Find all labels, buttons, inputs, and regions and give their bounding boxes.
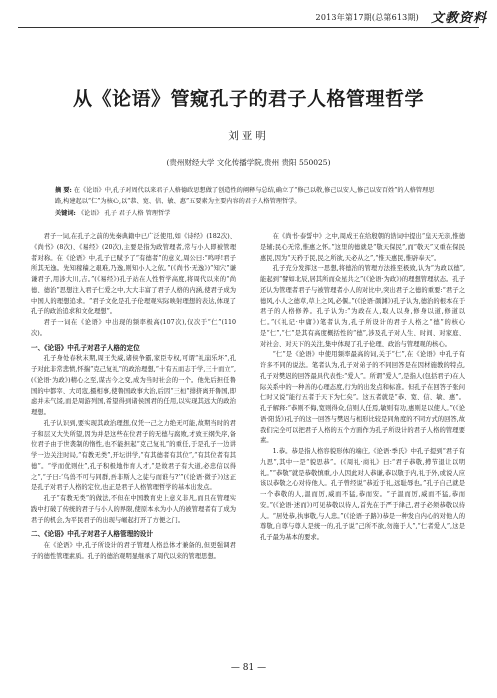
page-number: — 81 — — [230, 663, 267, 673]
body-paragraph: 孔子认识到,要实现其政治理想,仅凭一己之力绝无可能,故期当时的君子和层又大失所望,因为并是这些在位君子的无德与腐败,才致王纲失序,备位君子由于世袭制的惰性,也不能担起“克己复礼”的重任,于是孔子一边讲学一边关注时局,“有教无类”,开坛讲学,“有其德者有其位”,“有其位者有其德”。“学而优则仕”,孔子积极地作育人才,“是故君子有大道,必忠信以得之”,“子曰:‘鸟兽不可与同群,吾非斯人之徒与而谁与?’”(《论语·微子》)这正是孔子对君子人格的定位,也正是君子人格管理哲学的基本出发点。 — [31, 419, 236, 492]
abstract-label: 摘 要: — [55, 187, 72, 194]
author-affiliation: (贵州财经大学 文化传播学院,贵州 贵阳 550025) — [166, 158, 331, 167]
keywords — [55, 209, 437, 219]
keywords-label: 关键词: — [55, 210, 76, 217]
body-paragraph: 在《论语》中,孔子所设计的君子管理人格总体才兼备的,但更强调君子的德性管理素质。孔子的德治观明显继承了周代以来的管理思想。 — [31, 542, 236, 560]
article-title: 从《论语》管窥孔子的君子人格管理哲学 — [72, 88, 424, 110]
body-column-left — [31, 232, 236, 563]
section-heading: 二、《论语》中孔子对君子人格管理的设计 — [31, 530, 153, 539]
header-divider — [18, 27, 479, 28]
body-paragraph: 孔子“有教无类”的做法,不但在中国教育史上意义非凡,而且在管理实践中打破了传统的君子与小人的界限,使原本永为小人的被管理者有了成为君子的机会,为平民君子的出现与崛起打开了方便之门。 — [31, 495, 236, 524]
journal-issue-info: 2013年第17期(总第613期) — [315, 13, 419, 22]
body-paragraph: 君子一词在《论语》中出现的频率极高(107次),仅次于“仁”(110次)。 — [31, 319, 236, 337]
abstract — [55, 186, 437, 207]
article-author: 刘亚明 — [228, 130, 269, 142]
body-paragraph: “仁”是《论语》中使用频率最高的词,关于“仁”,在《论语》中孔子有许多不同的说法。笔者认为,孔子对弟子的不同回答是在因材施教的特点,孔子对樊迟的回答最具代表性:“爱人”。所谓“爱人”,是指人(包括君子)在人际关系中的一种善的心理态度,行为的出发点和标准。但孔子在回答子张问仁时又说“能行五者于天下为仁矣”。这五者就是“恭、宽、信、敏、惠”。孔子解释:“恭则不侮,宽则得众,信则人任焉,敏则有功,惠则足以使人。”(《论语·阳货》)孔子的这一回答与樊迟与相形比较是同角度的不同方式的回答,故我们完全可以把君子人格的五个方面作为孔子所设计的君子人格的管理要素。 — [260, 351, 465, 445]
body-paragraph: 孔子身处春秋末期,周王失威,诸侯争霸,家臣专权,可谓“礼崩乐坏”,孔子对此非常悲愤,怀揣“克己复礼”的政治理想,“十有五而志于学,三十而立”,(《论语·为政》)精心之至,谋古今之变,成为当时社会的一个。他先后担任鲁国的中都宰、大司寇,摄相事,使鲁国政事大治,后因“三桓”排挤离开鲁国,即虑并未气馁,而是周游列国,希望得到诸侯国君的任用,以实现其远大的政治理想。 — [31, 355, 236, 416]
body-paragraph: 君子一词,在孔子之前的先秦典籍中已广泛使用,如《诗经》(182次)、《尚书》(8次)、《易经》(20次),主要是指为政管理者,常与小人即被管理者对称。在《论语》中,孔子已赋予了“有德者”的意义,周公曰:“鸣呼!君子所其无逸。先知稼穑之艰难,乃逸,则知小人之依。”(《尚书·无逸》)“知穴”谦谦君子,用涉大川,吉。”(《易经》)孔子站在人性哲学高度,将周代以来的“尚德、德治”思想注入君子仁爱之中,大大丰富了君子人格的内涵,使君子成为中国人的理想追求。“君子文化是孔子伦理观实际映射理想的表达,体现了孔子的政治追求和文化理想”。 — [31, 233, 236, 316]
body-paragraph: 孔子充分发挥这一思想,将德治的管理方法推至极致,认为“为政以德”,能起到“譬如北辰,居其所而众星共之”(《论语·为政》)的理想管理状态。孔子还认为管理者君子与被管理者小人的对比中,突出君子之德的重要:“君子之德风,小人之德草,草上之风,必偃。”(《论语·颜渊》)孔子认为,德治的根本在于君子的人格修养。孔子认为:“为政在人,取人以身,修身以道,修道以仁。”(《礼记·中庸》)笔者认为,孔子所设计的君子人格之“德”的核心是“仁”,“仁”是其有高度概括性的“德”,涉及孔子对人生、时间、对家庭、对社会、对天下的关注,集中体现了孔子伦理、政治与管理观的核心。 — [260, 265, 465, 348]
body-paragraph: 在《尚书·泰誓中》之中,周成王在给殷朝的诰词中提出“皇天无亲,惟德是辅;民心无常,惟惠之怀。”这里的德就是“敬天保民”,而“敬天”又重在保民惠民,因为“天矜于民,民之所欲,天必从之”,“惟天惠民,惟辟奉天”。 — [260, 233, 465, 262]
journal-logo: 文教资料 — [430, 11, 487, 26]
abstract-text: 在《论语》中,孔子对周代以来君子人格德政思想做了创造性的阐释与总结,确立了“修己以敬,修己以安人,修己以安百姓”的人格管理思路,构建起以“仁”为核心,以“恭、宽、信、敏、惠”五要素为主要内容的君子人格管理哲学。 — [55, 187, 435, 205]
keywords-text: 《论语》 孔子 君子人格 管理哲学 — [77, 210, 171, 217]
body-paragraph: 1.恭。恭是指人格容貌形体的端庄,《论语·季氏》中孔子提到“君子有九思”,其中一是“貌思恭”。(《周礼·商礼》曰:“君子恭敬,撙节退让以明礼。”“恭敬”就是恭敬慎重,小人因此对人恭谦,恭以敬于内,礼于外,或说人应该以恭敬之心对待他人。孔子曾经说“恭近于礼,远耻辱也。”孔子自己就是一个恭敬的人,温而厉,威而不猛,恭而安。“子温而厉,威而不猛,恭而安。”(《论语·述而》)可见恭敬以待人,首先在于严于律己,君子必须恭敬以待人。“居处恭,执事敬,与人忠。”(《论语·子路》)恭是一种发自内心的对他人的尊敬,自尊与尊人是统一的,孔子说“己所不欲,勿施于人”,“仁者爱人”,这是孔子最为基本的要求。 — [260, 448, 465, 541]
body-column-right — [260, 232, 465, 544]
section-heading: 一、《论语》中孔子对君子人格的定位 — [31, 343, 140, 352]
